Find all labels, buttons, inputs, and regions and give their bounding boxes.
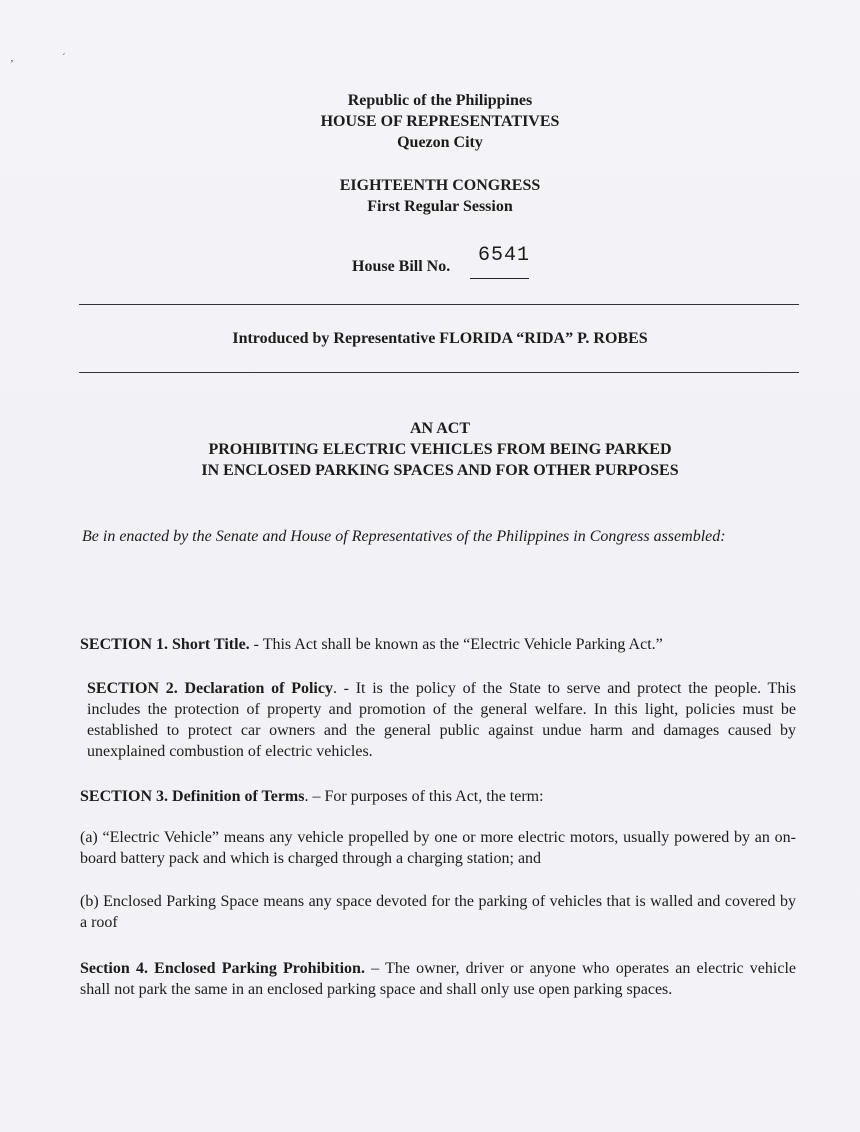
congress-block	[0, 175, 860, 217]
act-title	[0, 418, 860, 481]
bill-number-label: House Bill No.	[352, 258, 451, 275]
section-1	[80, 634, 796, 655]
section-3-item-a: (a) “Electric Vehicle” means any vehicle propelled by one or more electric motors, usually powered by an on-board battery pack and which is charged through a charging station; and	[80, 829, 796, 867]
divider-bottom	[79, 372, 799, 373]
header-city: Quezon City	[397, 134, 483, 151]
section-4-text: – The owner, driver or anyone who operates an electric vehicle shall not park the same in an enclosed parking space and shall only use open parking spaces.	[80, 960, 797, 998]
bill-number-underline	[470, 278, 529, 279]
section-3-item-b: (b) Enclosed Parking Space means any space devoted for the parking of vehicles that is walled and covered by a roof	[80, 893, 796, 931]
scan-speck-icon: ˊ	[62, 52, 66, 64]
bill-number-value: 6541	[478, 244, 531, 267]
section-4-heading: Section 4. Enclosed Parking Prohibition.	[80, 960, 365, 977]
section-2-heading: SECTION 2. Declaration of Policy	[87, 680, 333, 697]
congress-name: EIGHTEENTH CONGRESS	[339, 177, 541, 194]
congress-session: First Regular Session	[367, 198, 513, 215]
act-title-line1: PROHIBITING ELECTRIC VEHICLES FROM BEING PARKED	[208, 441, 672, 458]
act-heading: AN ACT	[409, 420, 470, 437]
enacting-clause: Be in enacted by the Senate and House of Representatives of the Philippines in Congress assembled:	[82, 528, 726, 545]
section-4	[80, 958, 796, 1000]
section-3-text: . – For purposes of this Act, the term:	[304, 788, 544, 805]
introduced-by: Introduced by Representative FLORIDA “RIDA” P. ROBES	[232, 330, 648, 347]
header-republic: Republic of the Philippines	[347, 92, 533, 109]
section-2-text: . - It is the policy of the State to serve and protect the people. This includes the protection of property and promotion of the general welfare. In this light, policies must be established to protect car owners and the general public against undue harm and damages caused by unexplained combustion of electric vehicles.	[87, 680, 796, 760]
section-1-text: - This Act shall be known as the “Electric Vehicle Parking Act.”	[249, 636, 663, 653]
section-1-heading: SECTION 1. Short Title.	[80, 636, 250, 653]
document-header	[0, 90, 860, 153]
scan-speck-icon: ’	[10, 58, 14, 70]
section-3	[80, 786, 796, 807]
divider-top	[79, 304, 799, 305]
header-house: HOUSE OF REPRESENTATIVES	[320, 113, 560, 130]
section-2	[87, 678, 796, 762]
act-title-line2: IN ENCLOSED PARKING SPACES AND FOR OTHER PURPOSES	[201, 462, 679, 479]
section-3-heading: SECTION 3. Definition of Terms	[80, 788, 305, 805]
